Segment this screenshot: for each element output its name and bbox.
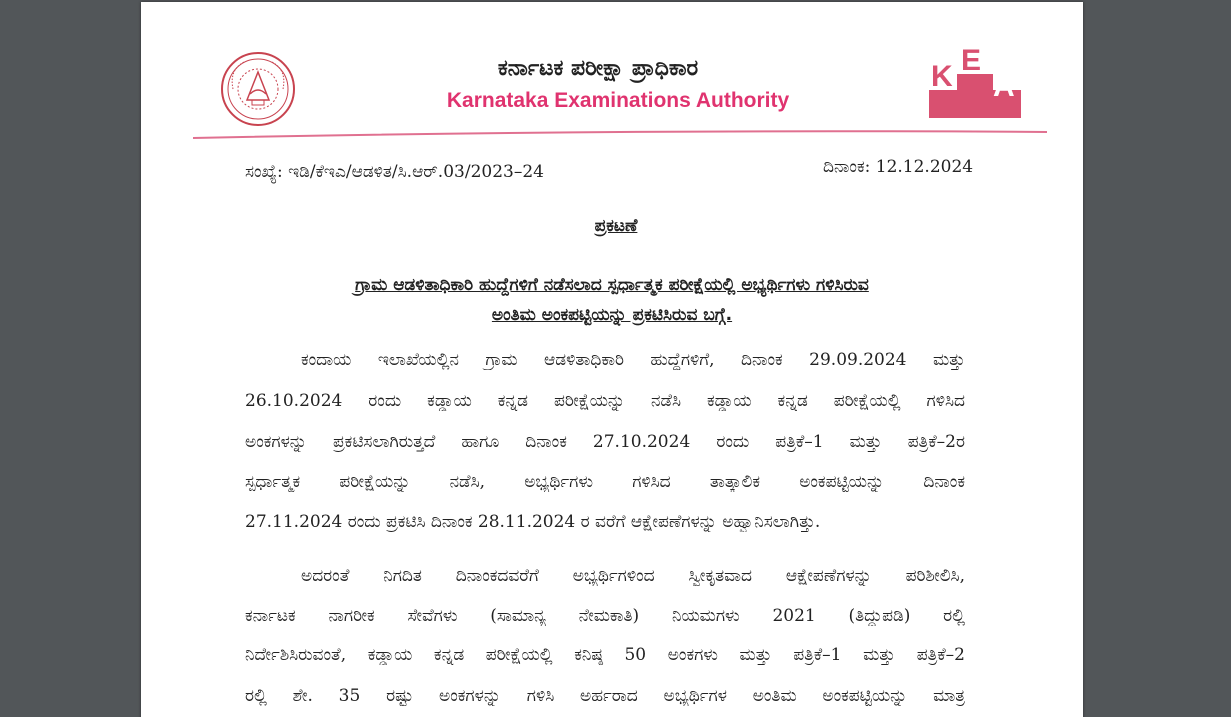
reference-number: ಸಂಖ್ಯೆ: ಇಡಿ/ಕೆಇಎ/ಆಡಳಿತ/ಸಿ.ಆರ್.03/2023–24 <box>245 162 544 182</box>
paragraph-1-line: ಸ್ಪರ್ಧಾತ್ಮಕ ಪರೀಕ್ಷೆಯನ್ನು ನಡೆಸಿ, ಅಭ್ಯರ್ಥಿಗಳು ಗಳಿಸಿದ ತಾತ್ಕಾಲಿಕ ಅಂಕಪಟ್ಟಿಯನ್ನು ದಿನಾಂಕ <box>245 472 965 492</box>
document-page <box>141 2 1083 717</box>
paragraph-2-line: ಕರ್ನಾಟಕ ನಾಗರೀಕ ಸೇವೆಗಳು (ಸಾಮಾನ್ಯ ನೇಮಕಾತಿ) ನಿಯಮಗಳು 2021 (ತಿದ್ದುಪಡಿ) ರಲ್ಲಿ <box>245 606 965 626</box>
paragraph-2-line: ಅದರಂತೆ ನಿಗದಿತ ದಿನಾಂಕದವರೆಗೆ ಅಭ್ಯರ್ಥಿಗಳಿಂದ ಸ್ವೀಕೃತವಾದ ಆಕ್ಷೇಪಣೆಗಳನ್ನು ಪರಿಶೀಲಿಸಿ, <box>301 566 965 586</box>
authority-title-kannada: ಕರ್ನಾಟಕ ಪರೀಕ್ಷಾ ಪ್ರಾಧಿಕಾರ <box>497 56 699 81</box>
svg-text:A: A <box>993 70 1015 103</box>
subject-line-1: ಗ್ರಾಮ ಆಡಳಿತಾಧಿಕಾರಿ ಹುದ್ದೆಗಳಿಗೆ ನಡೆಸಲಾದ ಸ್ಪರ್ಧಾತ್ಮಕ ಪರೀಕ್ಷೆಯಲ್ಲಿ ಅಭ್ಯರ್ಥಿಗಳು ಗಳಿಸಿರುವ <box>355 275 869 295</box>
notice-subject <box>247 270 977 330</box>
paragraph-1-line: ಕಂದಾಯ ಇಲಾಖೆಯಲ್ಲಿನ ಗ್ರಾಮ ಆಡಳಿತಾಧಿಕಾರಿ ಹುದ್ದೆಗಳಿಗೆ, ದಿನಾಂಕ 29.09.2024 ಮತ್ತು <box>301 350 965 370</box>
svg-text:E: E <box>961 48 982 77</box>
paragraph-2-line: ರಲ್ಲಿ ಶೇ. 35 ರಷ್ಟು ಅಂಕಗಳನ್ನು ಗಳಿಸಿ ಅರ್ಹರಾದ ಅಭ್ಯರ್ಥಿಗಳ ಅಂತಿಮ ಅಂಕಪಟ್ಟಿಯನ್ನು ಮಾತ್ರ <box>245 686 965 706</box>
notice-heading: ಪ್ರಕಟಣೆ <box>594 216 638 236</box>
paragraph-2-line: ನಿರ್ದೇಶಿಸಿರುವಂತೆ, ಕಡ್ಡಾಯ ಕನ್ನಡ ಪರೀಕ್ಷೆಯಲ್ಲಿ ಕನಿಷ್ಠ 50 ಅಂಕಗಳು ಮತ್ತು ಪತ್ರಿಕೆ–1 ಮತ್ತು ಪತ್ರಿಕೆ–2 <box>245 645 965 665</box>
paragraph-1-line: 26.10.2024 ರಂದು ಕಡ್ಡಾಯ ಕನ್ನಡ ಪರೀಕ್ಷೆಯನ್ನು ನಡೆಸಿ ಕಡ್ಡಾಯ ಕನ್ನಡ ಪರೀಕ್ಷೆಯಲ್ಲಿ ಗಳಿಸಿದ <box>245 391 965 411</box>
paragraph-1-line: ಅಂಕಗಳನ್ನು ಪ್ರಕಟಿಸಲಾಗಿರುತ್ತದೆ ಹಾಗೂ ದಿನಾಂಕ 27.10.2024 ರಂದು ಪತ್ರಿಕೆ–1 ಮತ್ತು ಪತ್ರಿಕೆ–2ರ <box>245 432 965 452</box>
paragraph-1-line: 27.11.2024 ರಂದು ಪ್ರಕಟಿಸಿ ದಿನಾಂಕ 28.11.2024 ರ ವರೆಗೆ ಆಕ್ಷೇಪಣೆಗಳನ್ನು ಅಹ್ವಾನಿಸಲಾಗಿತ್ತು. <box>245 512 821 532</box>
authority-title-english: Karnataka Examinations Authority <box>446 89 790 112</box>
header-divider <box>193 130 1047 142</box>
government-seal-icon <box>219 50 297 128</box>
kea-logo <box>927 48 1023 120</box>
subject-line-2: ಅಂತಿಮ ಅಂಕಪಟ್ಟಿಯನ್ನು ಪ್ರಕಟಿಸಿರುವ ಬಗ್ಗೆ. <box>491 305 733 325</box>
notice-date: ದಿನಾಂಕ: 12.12.2024 <box>823 157 974 177</box>
svg-text:K: K <box>931 60 953 93</box>
